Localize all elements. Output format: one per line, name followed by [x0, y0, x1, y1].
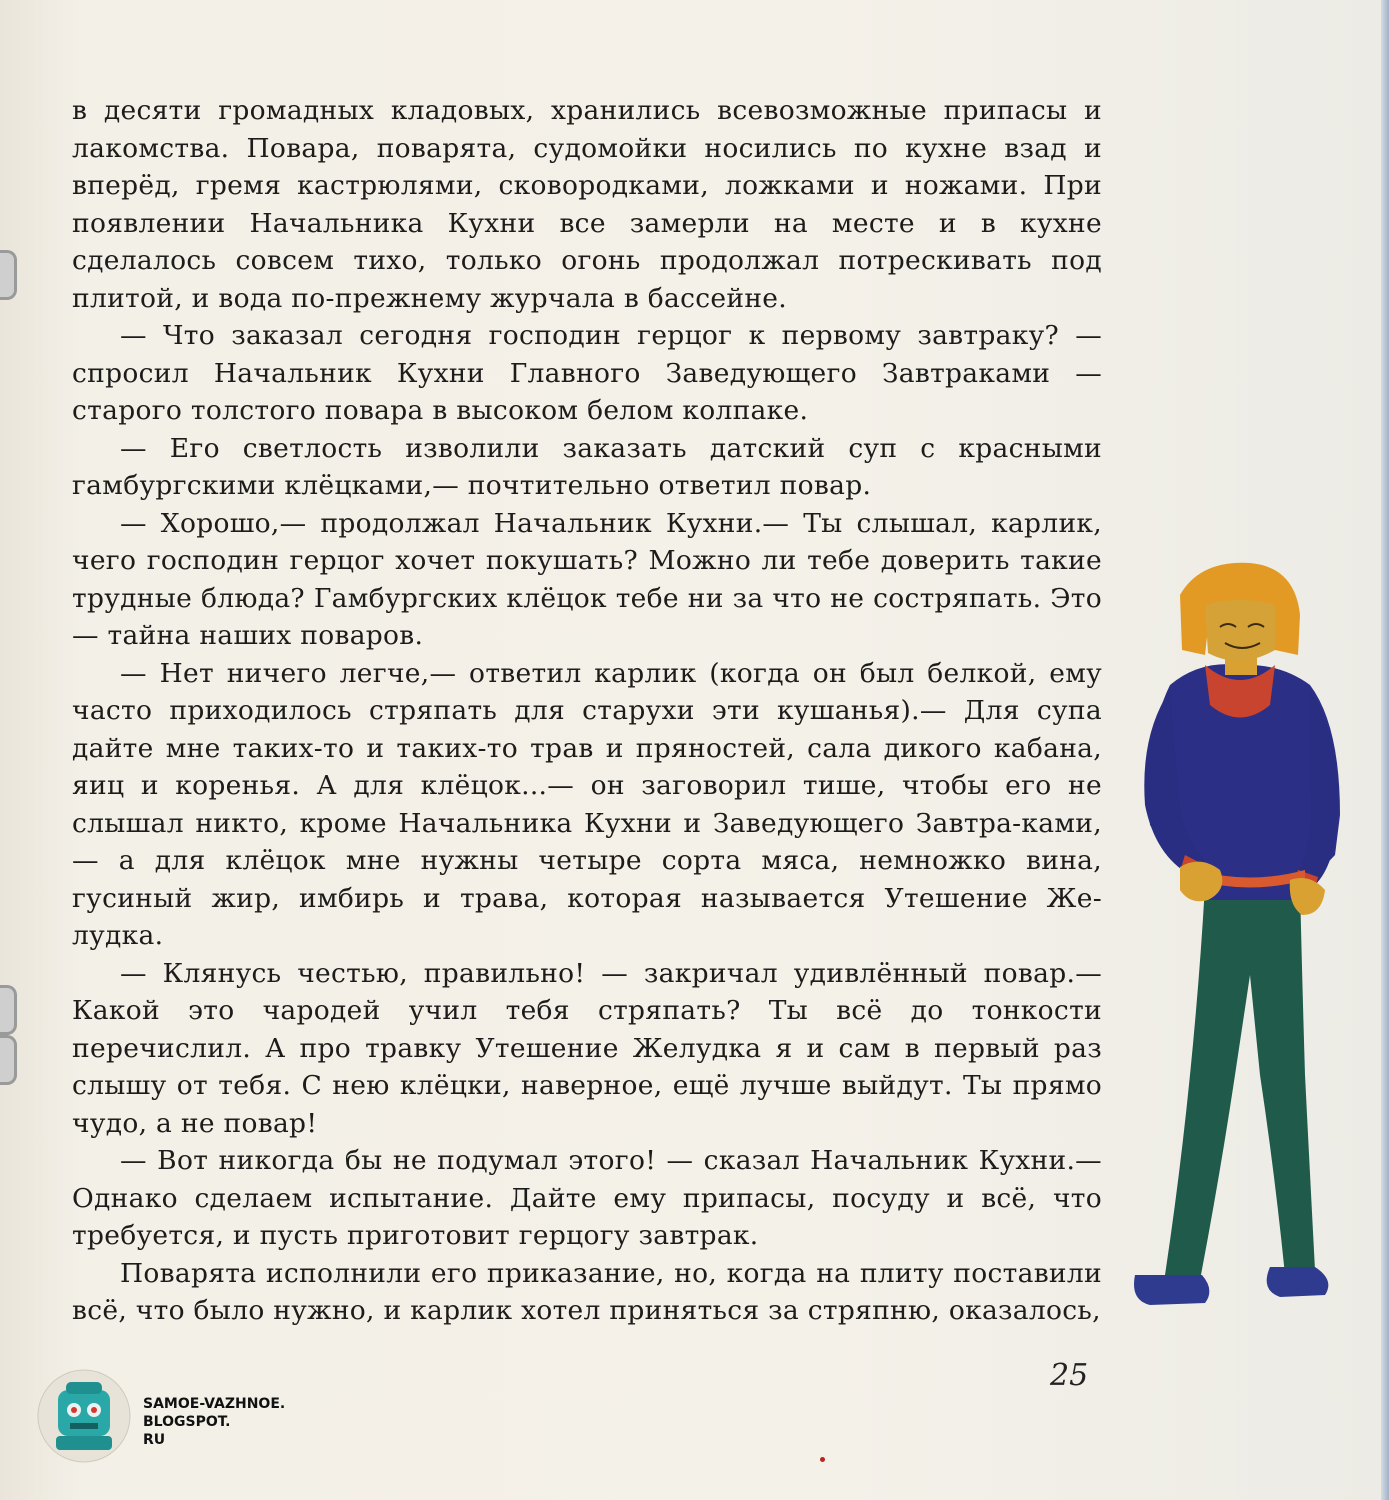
paragraph: — Что заказал сегодня господин герцог к первому завтраку? — спросил Начальник Кухни Главного Заведующего Завтраками — старого толстого повара в высоком белом колпаке. — [72, 320, 1102, 426]
page-number: 25 — [1050, 1358, 1089, 1393]
paragraph: Поварята исполнили его приказание, но, когда на плиту поставили всё, что было нужно, и карлик хотел приняться за стряпню, оказалось, — [72, 1257, 1102, 1326]
paragraph: — Хорошо,— продолжал Начальник Кухни.— Ты слышал, карлик, чего господин герцог хочет покушать? Можно ли тебе доверить такие трудные блюда? Гамбургских клёцок тебе ни за что не состряпать. Это — тайна наших поваров. — [72, 507, 1102, 651]
paragraph: — Клянусь честью, правильно! — закричал удивлённый повар.— Какой это чародей учил тебя стряпать? Ты всё до тонкости перечислил. А про травку Утешение Желудка я и сам в первый раз слышу от тебя. С нею клёцки, наверное, ещё лучше выйдут. Ты прямо чудо, а не повар! — [72, 957, 1102, 1139]
ink-speck — [820, 1457, 825, 1462]
paragraph: — Его светлость изволили заказать датский суп с красными гамбургскими клёцками,— почтительно ответил повар. — [72, 432, 1102, 501]
story-text — [72, 92, 1102, 1330]
watermark-line: BLOGSPOT. — [143, 1414, 231, 1430]
dwarf-illustration — [1110, 555, 1389, 1345]
paragraph: — Нет ничего легче,— ответил карлик (когда он был белкой, ему часто приходилось стряпать для старухи эти кушанья).— Для супа дайте мне таких-то и таких-то трав и пряностей, сала дикого кабана, яиц и коренья. А для клёцок...— он заговорил тише, чтобы его не слышал никто, кроме Начальника Кухни и Заведующего Завтра-ками,— а для клёцок мне нужны четыре сорта мяса, немножко вина, гусиный жир, имбирь и трава, которая называется Утешение Же-лудка. — [72, 657, 1102, 951]
binding-ring — [0, 985, 17, 1035]
binding-ring — [0, 250, 17, 300]
watermark-line: SAMOE-VAZHNOE. — [143, 1396, 286, 1412]
paragraph: — Вот никогда бы не подумал этого! — сказал Начальник Кухни.— Однако сделаем испытание. Дайте ему припасы, посуду и всё, что требуется, и пусть приготовит герцогу завтрак. — [72, 1145, 1102, 1251]
robot-logo-icon[interactable] — [36, 1368, 132, 1464]
watermark-line: RU — [143, 1432, 166, 1448]
watermark-text[interactable] — [143, 1395, 285, 1449]
binding-ring — [0, 1035, 17, 1085]
paragraph: в десяти громадных кладовых, хранились всевозможные припасы и лакомства. Повара, поварята, судомойки носились по кухне взад и вперёд, гремя кастрюлями, сковородками, ложками и ножами. При появлении Начальника Кухни все замерли на месте и в кухне сделалось совсем тихо, только огонь продолжал потрескивать под плитой, и вода по-прежнему журчала в бассейне. — [72, 95, 1102, 314]
